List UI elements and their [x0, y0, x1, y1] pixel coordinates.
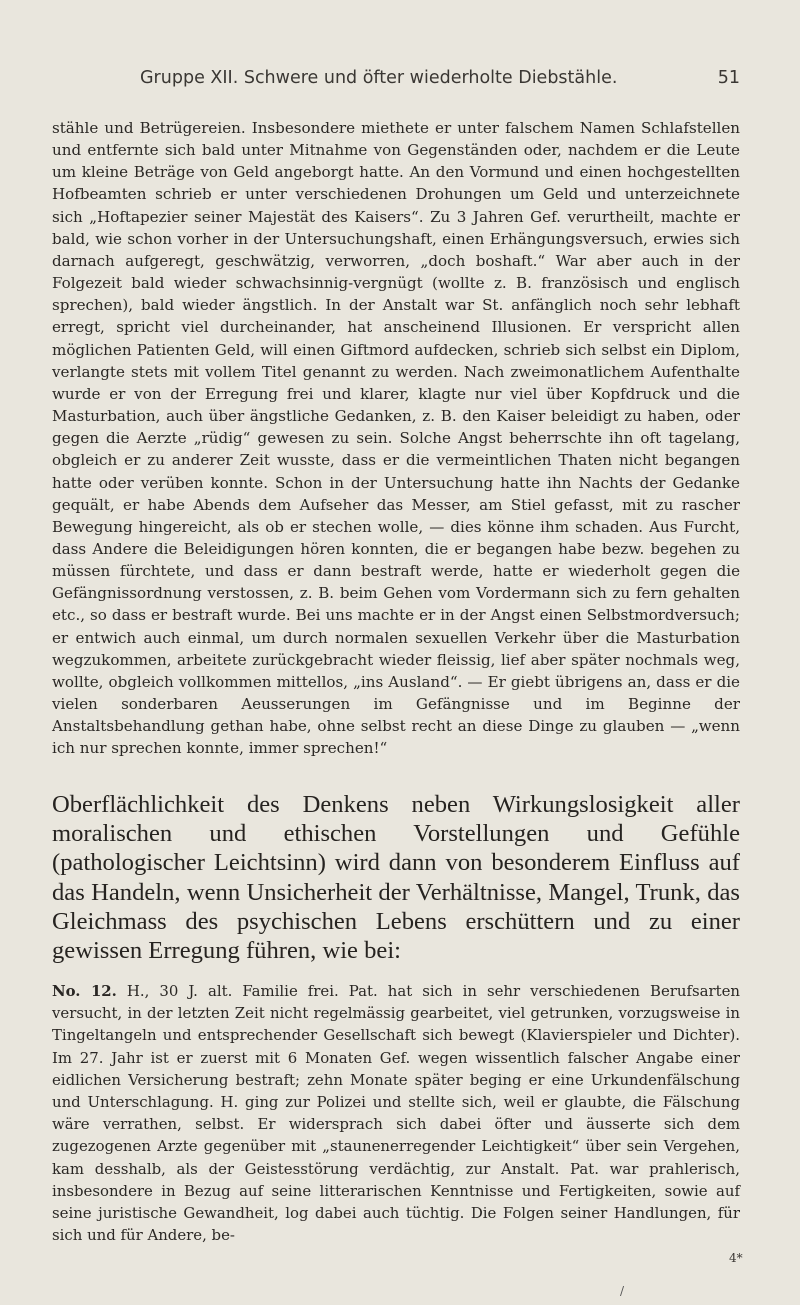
- running-header: [140, 68, 740, 96]
- case-text: H., 30 J. alt. Familie frei. Pat. hat sich in sehr verschiedenen Berufsarten versucht, in der letzten Zeit nicht regelmässig gearbeitet, viel getrunken, vorzugsweise in Tingeltangeln und entsprechender Gesellschaft sich bewegt (Klavierspieler und Dichter). Im 27. Jahr ist er zuerst mit 6 Monaten Gef. wegen wissentlich falscher Angabe einer eidlichen Versicherung bestraft; zehn Monate später beging er eine Urkundenfälschung und Unterschlagung. H. ging zur Polizei und stellte sich, weil er glaubte, die Fälschung wäre verrathen, selbst. Er widersprach sich dabei öfter und äusserte sich dem zugezogenen Arzte gegenüber mit „staunenerregender Leichtigkeit“ über sein Vergehen, kam desshalb, als der Geistesstörung verdächtig, zur Anstalt. Pat. war prahlerisch, insbesondere in Bezug auf seine litterarischen Kenntnisse und Fertigkeiten, sowie auf seine juristische Gewandheit, log dabei auch tüchtig. Die Folgen seiner Handlungen, für sich und für Andere, be-: [52, 982, 741, 1245]
- stray-mark: /: [620, 1284, 625, 1298]
- body-paragraph-2: [52, 980, 740, 1246]
- body-paragraph-1: stähle und Betrügereien. Insbesondere miethete er unter falschem Namen Schlafstellen und entfernte sich bald unter Mitnahme von Gegenständen oder, nachdem er die Leute um kleine Beträge von Geld angeborgt hatte. An den Vormund und einen hochgestellten Hofbeamten schrieb er unter verschiedenen Drohungen um Geld und unterzeichnete sich „Hoftapezier seiner Majestät des Kaisers“. Zu 3 Jahren Gef. verurtheilt, machte er bald, wie schon vorher in der Untersuchungshaft, einen Erhängungsversuch, erwies sich darnach aufgeregt, geschwätzig, verworren, „doch boshaft.“ War aber auch in der Folgezeit bald wieder schwachsinnig-vergnügt (wollte z. B. französisch und englisch sprechen), bald wieder ängstlich. In der Anstalt war St. anfänglich noch sehr lebhaft erregt, spricht viel durcheinander, hat anscheinend Illusionen. Er verspricht allen möglichen Patienten Geld, will einen Giftmord aufdecken, schrieb sich selbst ein Diplom, verlangte stets mit vollem Titel genannt zu werden. Nach zweimonatlichem Aufenthalte wurde er von der Erregung frei und klarer, klagte nur viel über Kopfdruck und die Masturbation, auch über ängstliche Gedanken, z. B. den Kaiser beleidigt zu haben, oder gegen die Aerzte „rüdig“ gewesen zu sein. Solche Angst beherrschte ihn oft tagelang, obgleich er zu anderer Zeit wusste, dass er die vermeintlichen Thaten nicht begangen hatte oder verüben konnte. Schon in der Untersuchung hatte ihn Nachts der Gedanke gequält, er habe Abends dem Aufseher das Messer, am Stiel gefasst, mit zu rascher Bewegung hingereicht, als ob er stechen wolle, — dies könne ihm schaden. Aus Furcht, dass Andere die Beleidigungen hören konnten, die er begangen habe bezw. begehen zu müssen fürchtete, und dass er dann bestraft werde, hatte er wiederholt gegen die Gefängnissordnung verstossen, z. B. beim Gehen vom Vordermann sich zu fern gehalten etc., so dass er bestraft wurde. Bei uns machte er in der Angst einen Selbstmordversuch; er entwich auch einmal, um durch normalen sexuellen Verkehr über die Masturbation wegzukommen, arbeitete zurückgebracht wieder fleissig, lief aber später nochmals weg, wollte, obgleich vollkommen mittellos, „ins Ausland“. — Er giebt übrigens an, dass er die vielen sonderbaren Aeusserungen im Gefängnisse und im Beginne der Anstaltsbehandlung gethan habe, ohne selbst recht an diese Dinge zu glauben — „wenn ich nur sprechen konnte, immer sprechen!“: [52, 119, 740, 758]
- page-number: 51: [717, 68, 740, 88]
- running-header-title: Gruppe XII. Schwere und öfter wiederholte Diebstähle.: [140, 68, 618, 88]
- case-label: No. 12.: [52, 982, 117, 1000]
- section-heading: Oberflächlichkeit des Denkens neben Wirkungslosigkeit aller moralischen und ethischen Vorstellungen und Gefühle (pathologischer Leichtsinn) wird dann von besonderem Einfluss auf das Handeln, wenn Unsicherheit der Verhältnisse, Mangel, Trunk, das Gleichmass des psychischen Lebens erschüttern und zu einer gewissen Erregung führen, wie bei:: [52, 791, 740, 965]
- signature-mark: 4*: [729, 1251, 743, 1265]
